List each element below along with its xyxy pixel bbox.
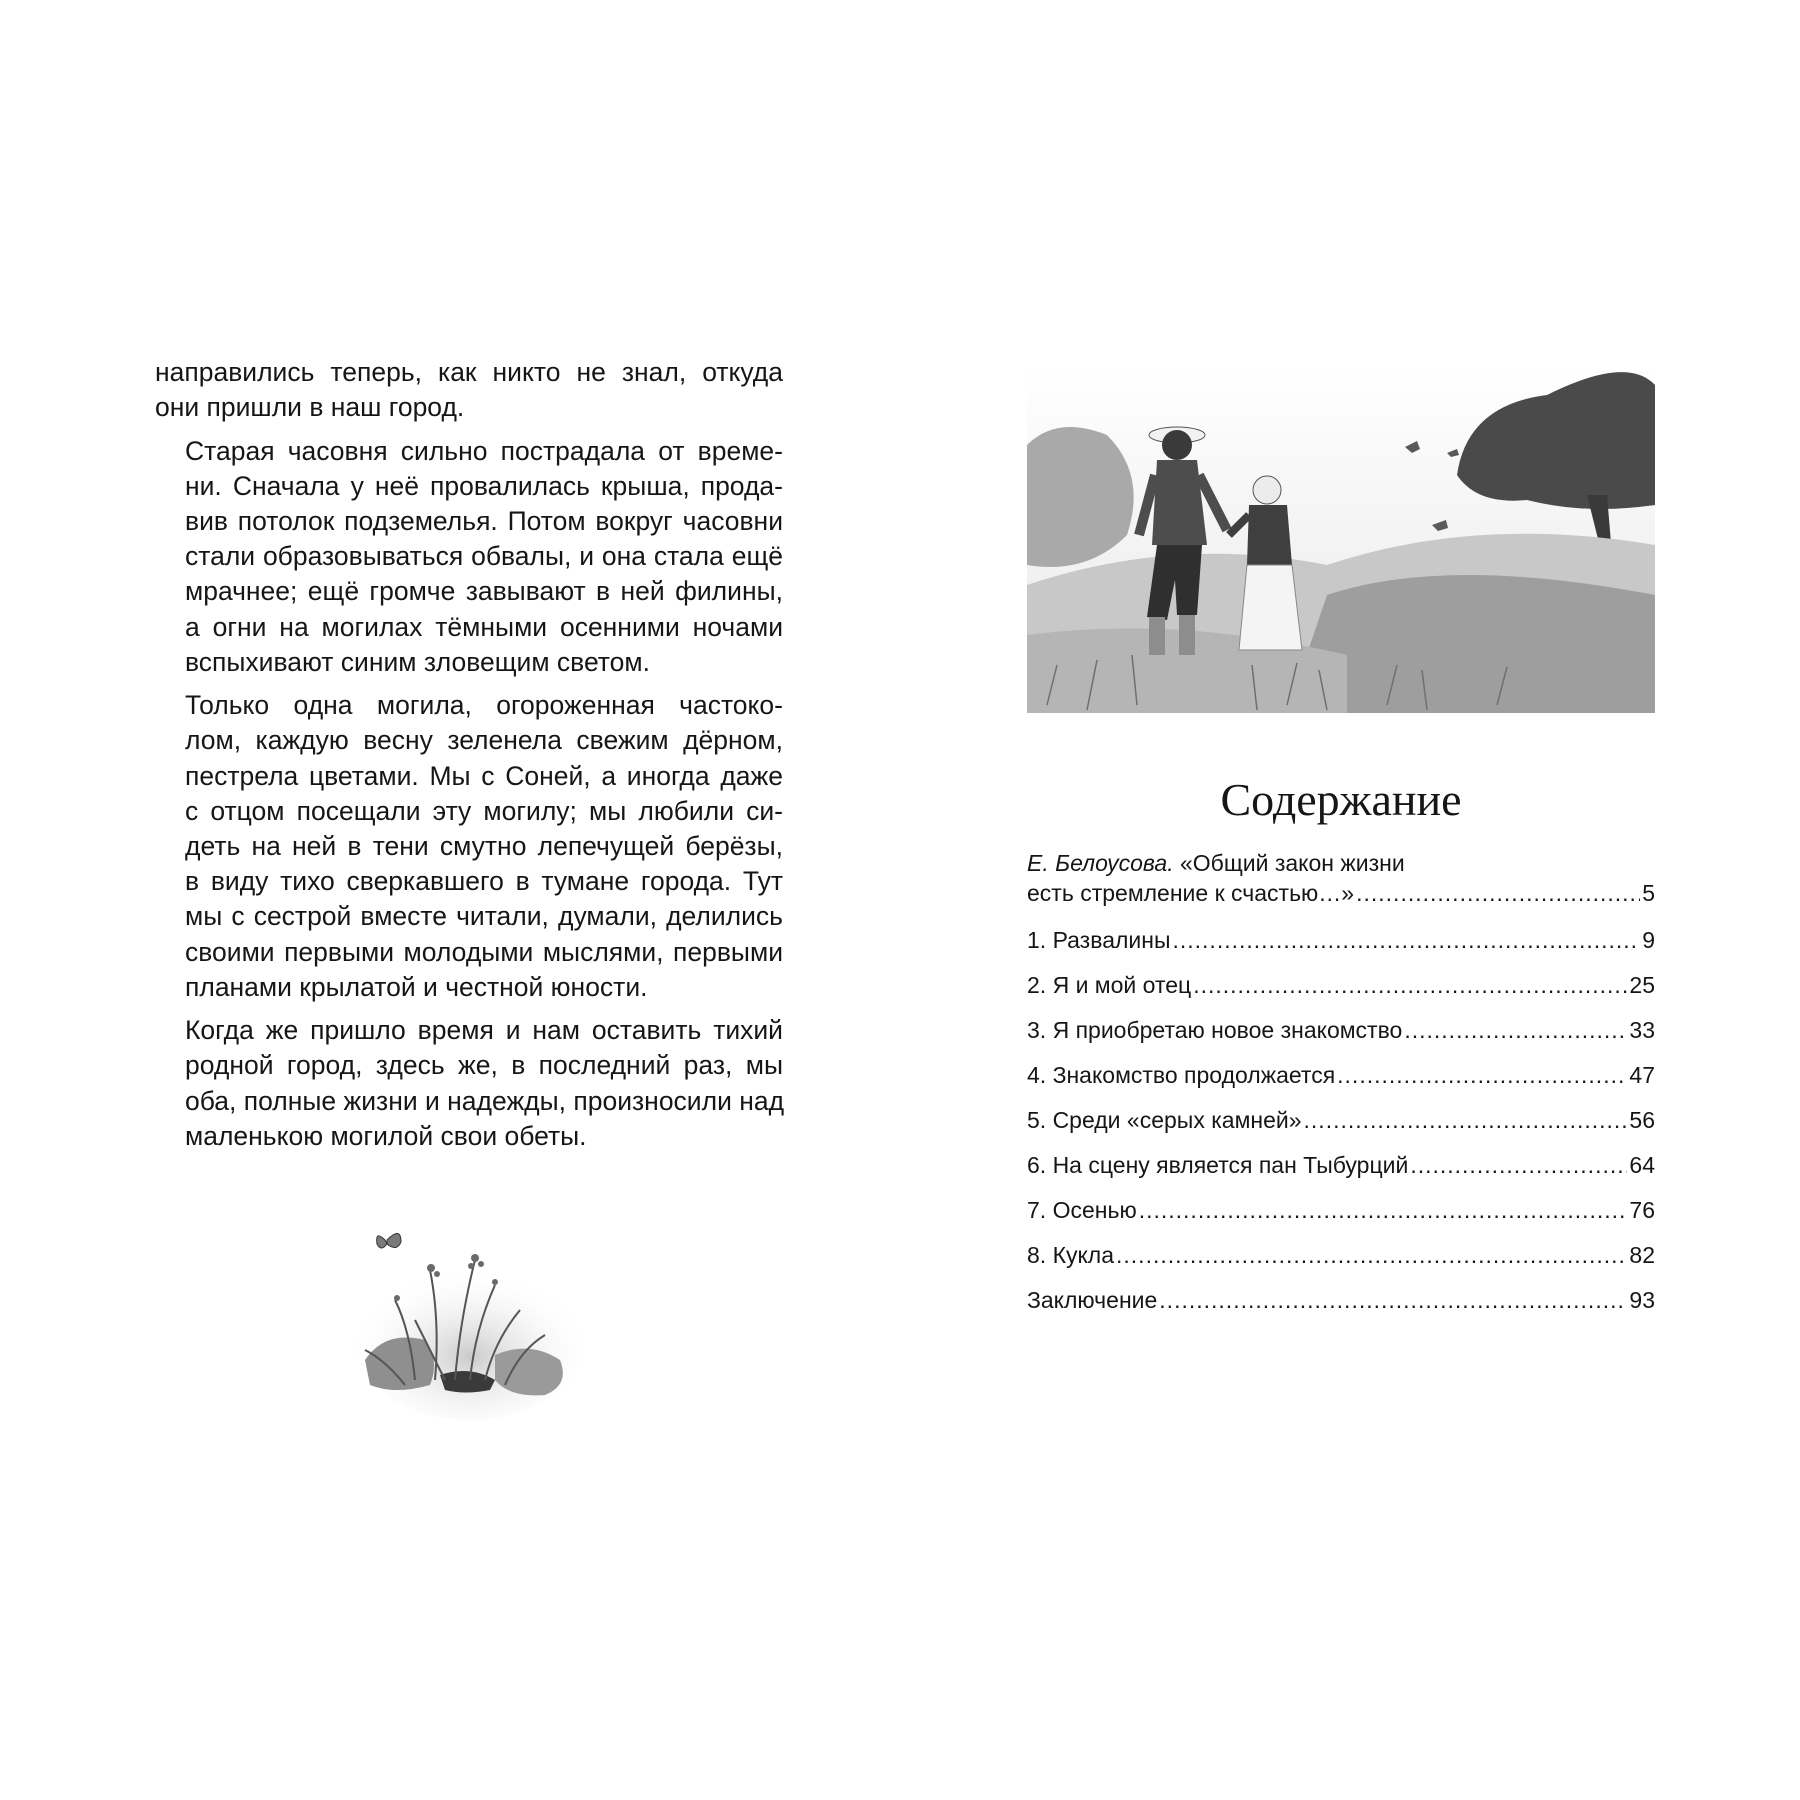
- text-line: в виду тихо сверкавшего в тумане города. Тут: [185, 866, 783, 897]
- toc-intro-title-line1: «Общий закон жизни: [1179, 850, 1405, 876]
- left-page-text: [155, 355, 783, 1162]
- text-line: а огни на могилах тёмными осенними ночами: [185, 611, 783, 642]
- toc-page-number: 25: [1629, 972, 1655, 998]
- toc-page-number: 9: [1642, 927, 1655, 953]
- text-line: оба, полные жизни и надежды, произносили над: [185, 1085, 785, 1116]
- text-line: с отцом посещали эту могилу; мы любили си-: [185, 795, 783, 826]
- text-line: ни. Сначала у неё провалилась крыша, прода-: [185, 470, 783, 501]
- toc-item: [1027, 1105, 1655, 1135]
- toc-leader-dots: [1404, 1015, 1627, 1045]
- text-line: маленькою могилой свои обеты.: [185, 1120, 587, 1151]
- toc-item: [1027, 1060, 1655, 1090]
- paragraph-3: [155, 688, 783, 1005]
- table-of-contents: [1027, 848, 1655, 1330]
- text-line: мы с сестрой вместе читали, думали, делились: [185, 901, 783, 932]
- toc-leader-dots: [1159, 1285, 1627, 1315]
- toc-item: [1027, 970, 1655, 1000]
- text-line: вив потолок подземелья. Потом вокруг часовни: [185, 506, 783, 536]
- text-line: они пришли в наш город.: [155, 392, 465, 423]
- toc-intro-entry: [1027, 848, 1655, 908]
- text-line: Когда же пришло время и нам оставить тихий: [185, 1015, 783, 1046]
- toc-page-number: 33: [1629, 1017, 1655, 1043]
- toc-leader-dots: [1410, 1150, 1627, 1180]
- toc-item: [1027, 925, 1655, 955]
- toc-heading: Содержание: [1220, 774, 1462, 825]
- toc-item: [1027, 1195, 1655, 1225]
- text-line: деть на ней в тени смутно лепечущей берёзы,: [185, 831, 783, 862]
- text-line: вспыхивают синим зловещим светом.: [185, 646, 650, 677]
- paragraph-1: [155, 355, 783, 425]
- text-line: лом, каждую весну зеленела свежим дёрном,: [185, 725, 783, 756]
- toc-leader-dots: [1193, 970, 1627, 1000]
- toc-page-number: 93: [1629, 1287, 1655, 1313]
- toc-page-number: 64: [1629, 1152, 1655, 1178]
- toc-leader-dots: [1172, 925, 1640, 955]
- toc-page-number: 56: [1629, 1107, 1655, 1133]
- toc-item-title: 7. Осенью: [1027, 1197, 1137, 1223]
- paragraph-2: [155, 434, 783, 680]
- toc-intro-title-line2: есть стремление к счастью…»: [1027, 880, 1355, 906]
- toc-item-title: Заключение: [1027, 1287, 1158, 1313]
- toc-item: [1027, 1015, 1655, 1045]
- toc-page-number: 76: [1629, 1197, 1655, 1223]
- text-line: Только одна могила, огороженная частоко-: [185, 690, 783, 721]
- toc-item: [1027, 1285, 1655, 1315]
- toc-intro-row: [1027, 878, 1655, 908]
- text-line: мрачнее; ещё громче завывают в ней филины,: [185, 576, 783, 607]
- toc-item-title: 4. Знакомство продолжается: [1027, 1062, 1336, 1088]
- toc-item: [1027, 1240, 1655, 1270]
- toc-item-title: 2. Я и мой отец: [1027, 972, 1192, 998]
- toc-page-number: 82: [1629, 1242, 1655, 1268]
- children-walking-illustration: [1027, 365, 1655, 713]
- toc-item-title: 8. Кукла: [1027, 1242, 1115, 1268]
- toc-item-title: 5. Среди «серых камней»: [1027, 1107, 1302, 1133]
- toc-item: [1027, 1150, 1655, 1180]
- toc-item-title: 3. Я приобретаю новое знакомство: [1027, 1017, 1403, 1043]
- text-line: планами крылатой и честной юности.: [185, 971, 648, 1002]
- text-line: родной город, здесь же, в последний раз, мы: [185, 1050, 783, 1081]
- flower-illustration: [345, 1190, 595, 1430]
- text-line: стали образовываться обвалы, и она стала ещё: [185, 541, 783, 572]
- text-line: пестрела цветами. Мы с Соней, а иногда даже: [185, 760, 783, 791]
- text-line: направились теперь, как никто не знал, откуда: [155, 357, 783, 387]
- toc-page-number: 5: [1642, 880, 1655, 906]
- toc-intro-author: Е. Белоусова.: [1027, 850, 1174, 876]
- toc-leader-dots: [1116, 1240, 1627, 1270]
- toc-page-number: 47: [1629, 1062, 1655, 1088]
- paragraph-4: [155, 1013, 783, 1154]
- toc-leader-dots: [1337, 1060, 1627, 1090]
- text-line: своими первыми молодыми мыслями, первыми: [185, 936, 783, 967]
- toc-intro-line: [1027, 848, 1655, 878]
- text-line: Старая часовня сильно пострадала от време-: [185, 435, 783, 466]
- toc-leader-dots: [1304, 1105, 1628, 1135]
- toc-leader-dots: [1139, 1195, 1628, 1225]
- toc-item-title: 6. На сцену является пан Тыбурций: [1027, 1152, 1409, 1178]
- toc-item-title: 1. Развалины: [1027, 927, 1171, 953]
- toc-items: [1027, 925, 1655, 1315]
- toc-leader-dots: [1356, 878, 1640, 908]
